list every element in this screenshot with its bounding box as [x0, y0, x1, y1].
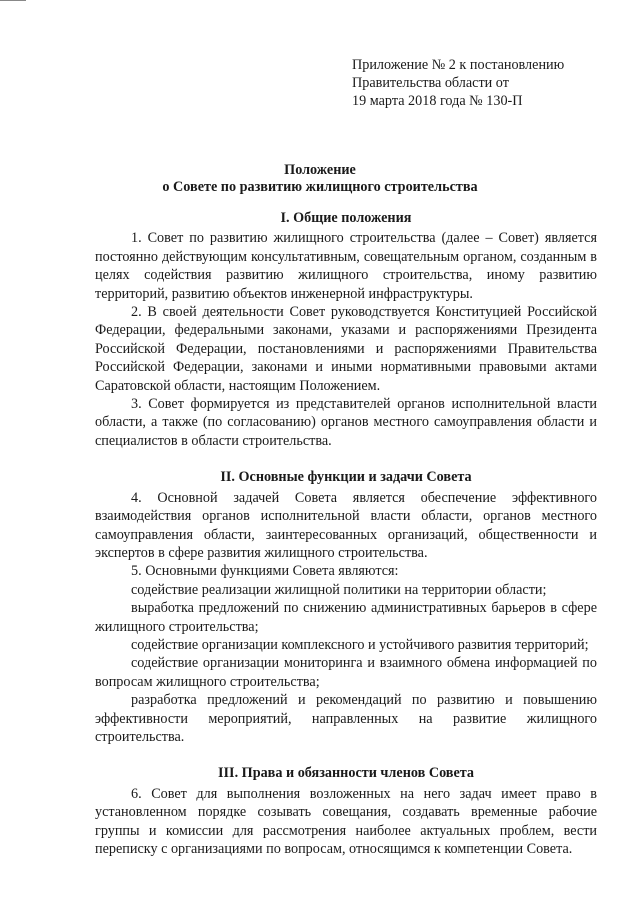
section-heading: II. Основные функции и задачи Совета	[220, 469, 472, 486]
title-line: о Совете по развитию жилищного строительства	[162, 179, 478, 195]
section-gap	[95, 746, 597, 764]
section-heading: I. Общие положения	[280, 210, 412, 226]
paragraph: 4. Основной задачей Совета является обеспечение эффективного взаимодействия органов исполнительной власти области, органов местного самоуправления области, заинтересованных организаций, общественности и экспертов в сфере развития жилищного строительства.	[95, 489, 597, 561]
document-title	[0, 162, 640, 196]
paragraph: разработка предложений и рекомендаций по развитию и повышению эффективности мероприятий, направленных на развитие жилищного строительства.	[95, 692, 597, 745]
paragraph: 5. Основными функциями Совета являются:	[131, 563, 399, 580]
section-gap	[95, 450, 597, 468]
annex-block	[352, 56, 564, 110]
paragraph: содействие реализации жилищной политики на территории области;	[131, 581, 547, 598]
title-line: Положение	[284, 162, 356, 178]
paragraph: содействие организации мониторинга и взаимного обмена информацией по вопросам жилищного строительства;	[95, 655, 597, 690]
annex-line: Приложение № 2 к постановлению	[352, 57, 565, 73]
paragraph: выработка предложений по снижению административных барьеров в сфере жилищного строительства;	[95, 600, 597, 635]
scan-mark	[0, 0, 26, 1]
annex-line: 19 марта 2018 года № 130-П	[352, 93, 523, 109]
paragraph: 1. Совет по развитию жилищного строительства (далее – Совет) является постоянно действующим консультативным, совещательным органом, созданным в целях содействия развитию жилищного строительства, иному развитию территорий, развитию объектов инженерной инфраструктуры.	[95, 230, 597, 302]
paragraph: содействие организации комплексного и устойчивого развития территорий;	[131, 636, 589, 653]
paragraph: 3. Совет формируется из представителей органов исполнительной власти области, а также (по согласованию) органов местного самоуправления области и специалистов в области строительства.	[95, 396, 597, 449]
section-heading: III. Права и обязанности членов Совета	[218, 765, 474, 782]
paragraph: 2. В своей деятельности Совет руководствуется Конституцией Российской Федерации, федеральными законами, указами и распоряжениями Президента Российской Федерации, постановлениями и распоряжениями Правительства Российской Федерации, законами и иными нормативными правовыми актами Саратовской области, настоящим Положением.	[95, 304, 597, 394]
annex-line: Правительства области от	[352, 75, 509, 91]
paragraph: 6. Совет для выполнения возложенных на него задач имеет право в установленном порядке созывать совещания, создавать временные рабочие группы и комиссии для рассмотрения наиболее актуальных проблем, вести переписку с организациями по вопросам, относящимся к компетенции Совета.	[95, 785, 597, 857]
document-body	[95, 209, 597, 858]
